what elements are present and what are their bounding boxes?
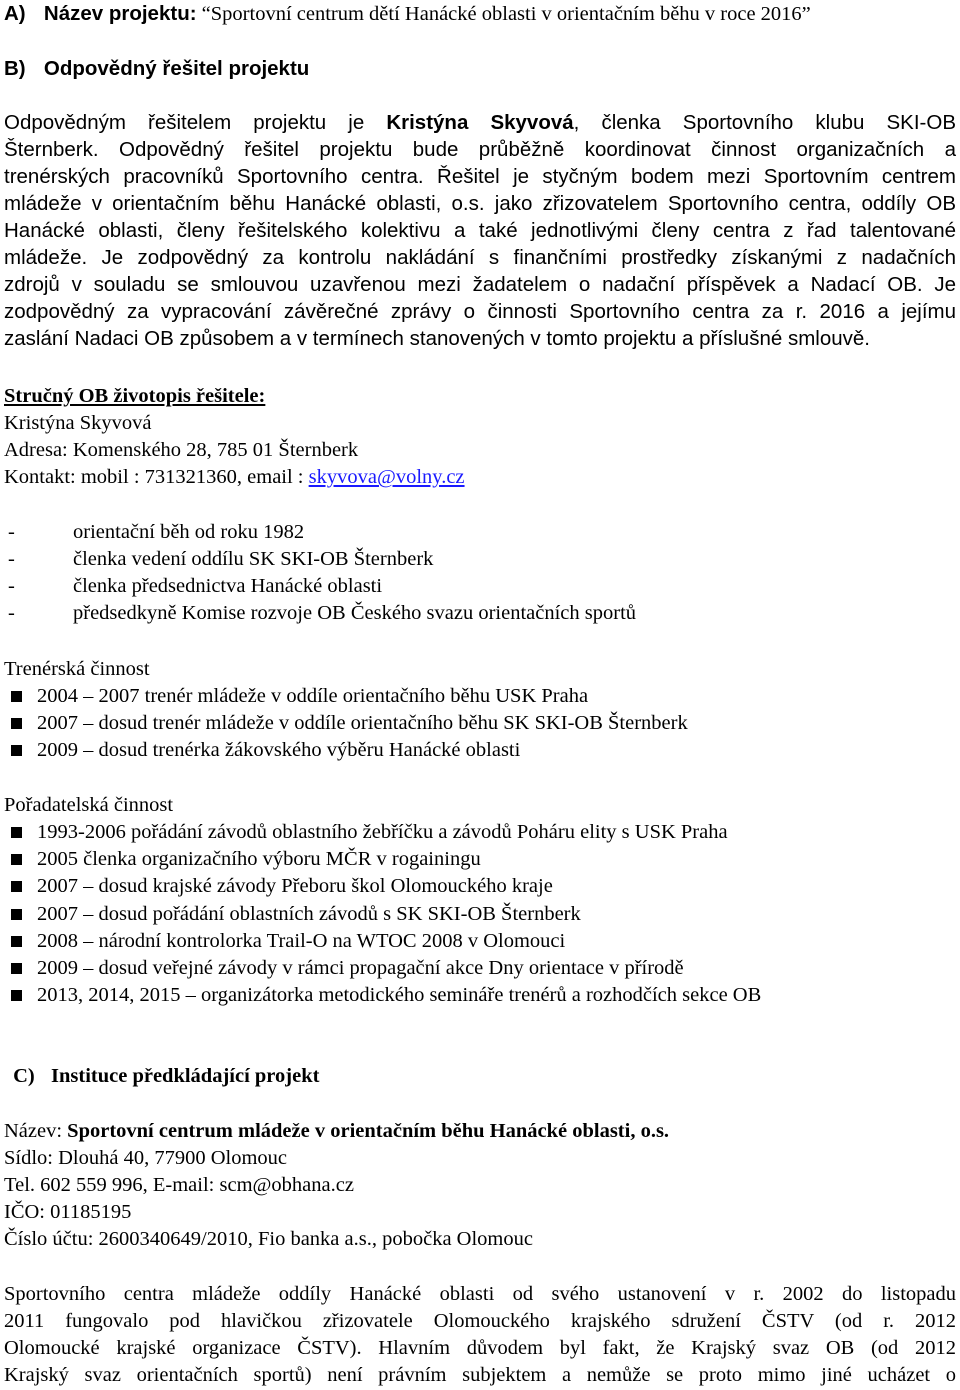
cv-heading: Stručný OB životopis řešitele: <box>4 385 266 407</box>
paragraph-line: Hanácké oblasti, členy řešitelského kolektivu a také jednotlivými členy centra z řad talentované <box>4 219 956 242</box>
paragraph-line: mládeže v orientačním běhu Hanácké oblasti, o.s. jako zřizovatelem Sportovního centra, oddíly OB <box>4 192 956 215</box>
section-c-heading <box>4 1063 956 1089</box>
cv-name: Kristýna Skyvová <box>4 412 152 434</box>
paragraph-line: zdrojů v souladu se smlouvou uzavřenou mezi žadatelem o nadační příspěvek a Nadací OB. Je <box>4 273 956 296</box>
section-b-title: Odpovědný řešitel projektu <box>43 57 310 80</box>
square-bullet-icon <box>11 936 22 947</box>
square-bullet-icon <box>11 718 22 729</box>
square-bullet-icon <box>11 909 22 920</box>
project-name-label: Název projektu: <box>43 2 197 25</box>
list-dash: - <box>8 521 15 543</box>
list-dash: - <box>8 602 15 624</box>
list-dash: - <box>8 548 15 570</box>
section-a-heading <box>4 1 956 27</box>
square-bullet-icon <box>11 881 22 892</box>
cv-contact-label: Kontakt: mobil : 731321360, email : <box>4 466 309 488</box>
section-a-label: A) <box>4 2 26 25</box>
project-name-value: “Sportovní centrum dětí Hanácké oblasti v orientačním běhu v roce 2016” <box>201 3 811 25</box>
square-bullet-icon <box>11 691 22 702</box>
institution-ico: IČO: 01185195 <box>4 1201 132 1223</box>
cv-contact <box>4 464 956 490</box>
square-bullet-icon <box>11 990 22 1001</box>
paragraph-line: zaslání Nadaci OB způsobem a v termínech stanovených v tomto projektu a příslušné smlouvě. <box>4 327 870 350</box>
list-dash: - <box>8 575 15 597</box>
solver-name: Kristýna Skyvová <box>386 111 574 134</box>
institution-name <box>4 1118 956 1144</box>
organizing-list: 1993-2006 pořádání závodů oblastního žebříčku a závodů Poháru elity s USK Praha 2005 členka organizačního výboru MČR v rogainingu 2007 – dosud krajské závody Přeboru škol Olomouckého kraje 2007 – dosud pořádání oblastních závodů s SK SKI-OB Šternberk 2008 – národní kontrolorka Trail-O na WTOC 2008 v Olomouci 2009 – dosud veřejné závody v rámci propagační akce Dny orientace v přírodě 2013, 2014, 2015 – organizátorka metodického semináře trenérů a rozhodčích sekce OB <box>0 819 960 1009</box>
paragraph-line: Odpovědným řešitelem projektu je Kristýna Skyvová, členka Sportovního klubu SKI-OB <box>4 111 956 134</box>
paragraph-line: Šternberk. Odpovědný řešitel projektu bude průběžně koordinovat činnost organizačních a <box>4 138 956 161</box>
section-b-heading <box>4 56 956 82</box>
section-b-label: B) <box>4 57 26 80</box>
institution-seat: Sídlo: Dlouhá 40, 77900 Olomouc <box>4 1147 288 1169</box>
institution-account: Číslo účtu: 2600340649/2010, Fio banka a.s., pobočka Olomouc <box>4 1228 533 1250</box>
paragraph-line: 2011 fungovalo pod hlavičkou zřizovatele Olomouckého krajského sdružení ČSTV (od r. 2012 <box>4 1310 956 1332</box>
email-link[interactable]: skyvova@volny.cz <box>308 466 465 488</box>
cv-address: Adresa: Komenského 28, 785 01 Šternberk <box>4 439 359 461</box>
institution-name-label: Název: <box>4 1120 68 1142</box>
paragraph-line: Sportovního centra mládeže oddíly Hanácké oblasti od svého ustanovení v r. 2002 do listopadu <box>4 1283 956 1305</box>
institution-contact: Tel. 602 559 996, E-mail: scm@obhana.cz <box>4 1174 354 1196</box>
paragraph-line: mládeže. Je zodpovědný za kontrolu nakládání s finančními prostředky získanými z nadačních <box>4 246 956 269</box>
coaching-heading: Trenérská činnost <box>4 658 150 680</box>
square-bullet-icon <box>11 745 22 756</box>
paragraph-line: Olomoucké krajské organizace ČSTV). Hlavním důvodem byl fakt, že Krajský svaz OB (od 2012 <box>4 1337 956 1359</box>
square-bullet-icon <box>11 963 22 974</box>
paragraph-line: Krajský svaz orientačních sportů) není právním subjektem a nemůže se proto mimo jiné ucházet o <box>4 1364 956 1386</box>
organizing-heading: Pořadatelská činnost <box>4 794 174 816</box>
coaching-list: 2004 – 2007 trenér mládeže v oddíle orientačního běhu USK Praha 2007 – dosud trenér mládeže v oddíle orientačního běhu SK SKI-OB Šternberk 2009 – dosud trenérka žákovského výběru Hanácké oblasti <box>0 683 960 765</box>
paragraph-line: trenérských pracovníků Sportovního centra. Řešitel je styčným bodem mezi Sportovním centrem <box>4 165 956 188</box>
section-c-title: Instituce předkládající projekt <box>51 1065 320 1087</box>
square-bullet-icon <box>11 854 22 865</box>
square-bullet-icon <box>11 827 22 838</box>
paragraph-line: zodpovědný za vypracování závěrečné zprávy o činnosti Sportovního centra za r. 2016 a jejímu <box>4 300 956 323</box>
institution-name-value: Sportovní centrum mládeže v orientačním běhu Hanácké oblasti, o.s. <box>67 1120 670 1142</box>
cv-list: - orientační běh od roku 1982 - členka vedení oddílu SK SKI-OB Šternberk - členka předsednictva Hanácké oblasti - předsedkyně Komise rozvoje OB Českého svazu orientačních sportů <box>8 521 637 624</box>
section-c-label: C) <box>13 1065 35 1087</box>
